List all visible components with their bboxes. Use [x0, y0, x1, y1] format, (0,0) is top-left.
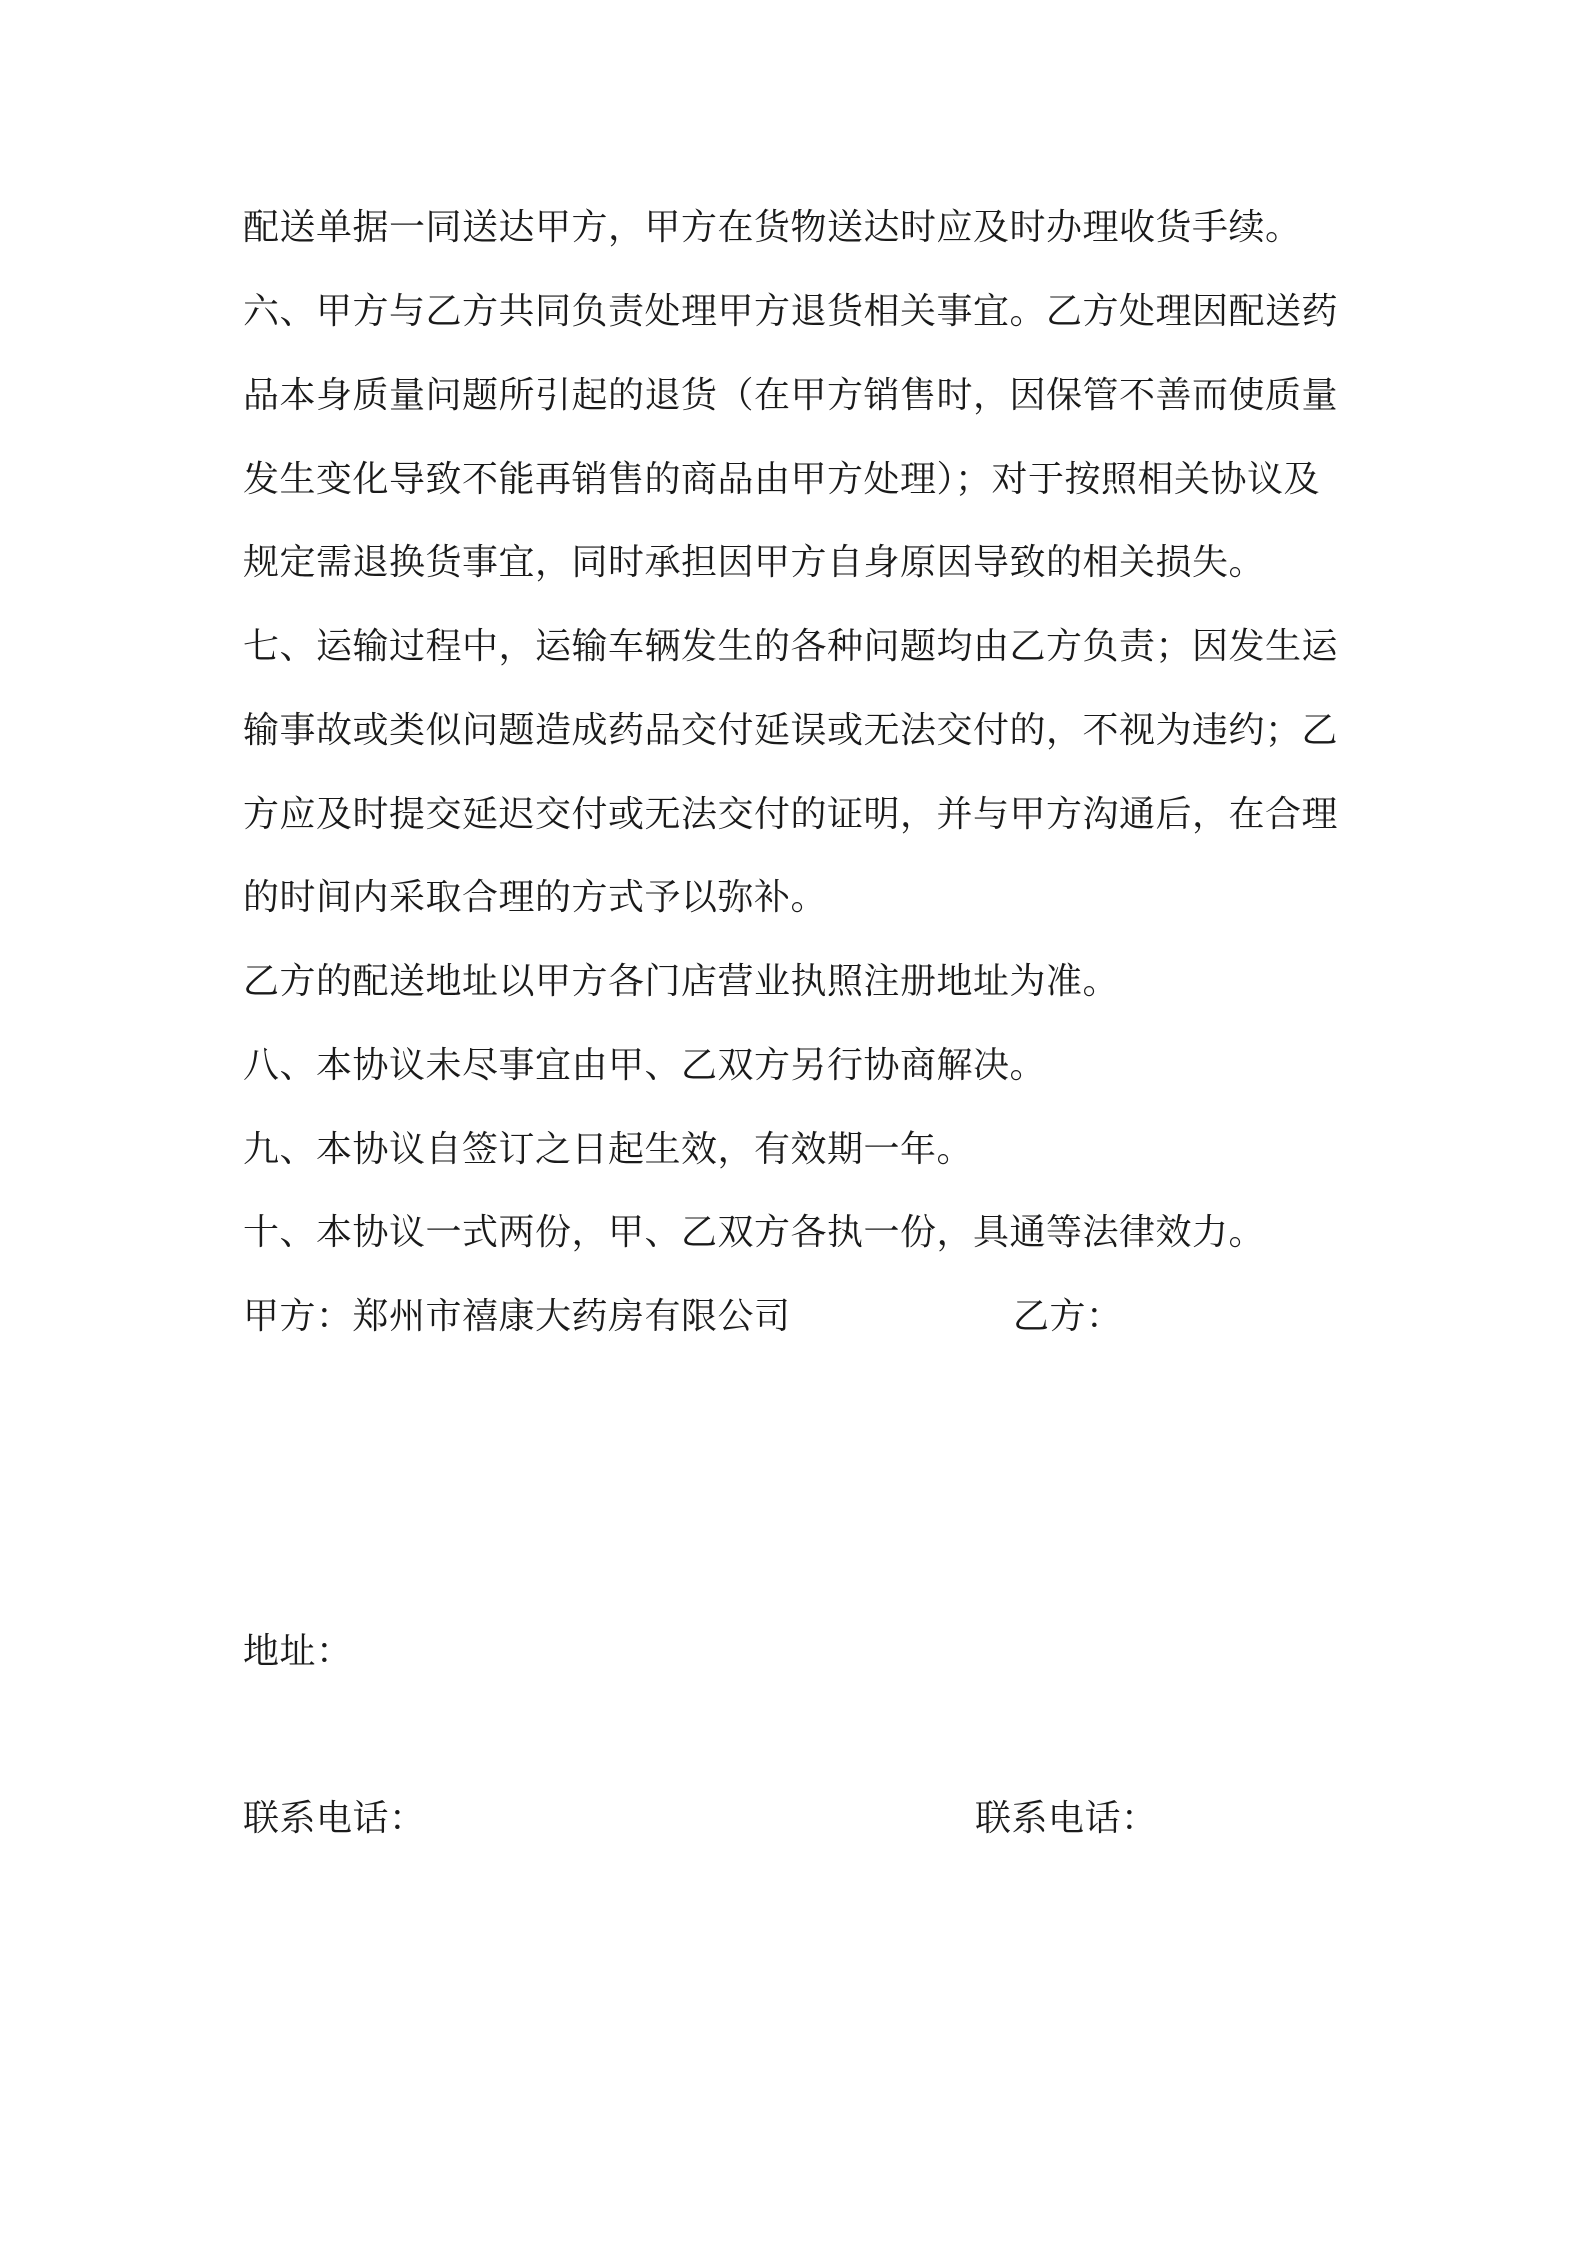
clause-9: 九、本协议自签订之日起生效，有效期一年。: [243, 1129, 974, 1170]
delivery-address-note: 乙方的配送地址以甲方各门店营业执照注册地址为准。: [243, 961, 1120, 1002]
party-a-phone-label: 联系电话：: [243, 1798, 426, 1839]
clause-6-line-4: 规定需退换货事宜，同时承担因甲方自身原因导致的相关损失。: [243, 542, 1266, 583]
clause-7-line-4: 的时间内采取合理的方式予以弥补。: [243, 877, 828, 918]
clause-6-line-3: 发生变化导致不能再销售的商品由甲方处理）；对于按照相关协议及: [243, 459, 1321, 500]
party-b-phone-label: 联系电话：: [975, 1798, 1158, 1839]
clause-7-line-2: 输事故或类似问题造成药品交付延误或无法交付的，不视为违约；乙: [243, 710, 1339, 751]
party-a-label: 甲方：郑州市禧康大药房有限公司: [243, 1296, 791, 1337]
clause-8: 八、本协议未尽事宜由甲、乙双方另行协商解决。: [243, 1045, 1047, 1086]
clause-7-line-3: 方应及时提交延迟交付或无法交付的证明，并与甲方沟通后，在合理: [243, 794, 1339, 835]
clause-6-line-2: 品本身质量问题所引起的退货（在甲方销售时，因保管不善而使质量: [243, 375, 1339, 416]
address-label: 地址：: [243, 1631, 353, 1672]
party-b-label: 乙方：: [1013, 1296, 1123, 1337]
clause-10: 十、本协议一式两份，甲、乙双方各执一份，具通等法律效力。: [243, 1212, 1266, 1253]
body-line-1: 配送单据一同送达甲方，甲方在货物送达时应及时办理收货手续。: [243, 207, 1302, 248]
clause-7-line-1: 七、运输过程中，运输车辆发生的各种问题均由乙方负责；因发生运: [243, 626, 1339, 667]
clause-6-line-1: 六、甲方与乙方共同负责处理甲方退货相关事宜。乙方处理因配送药: [243, 291, 1339, 332]
